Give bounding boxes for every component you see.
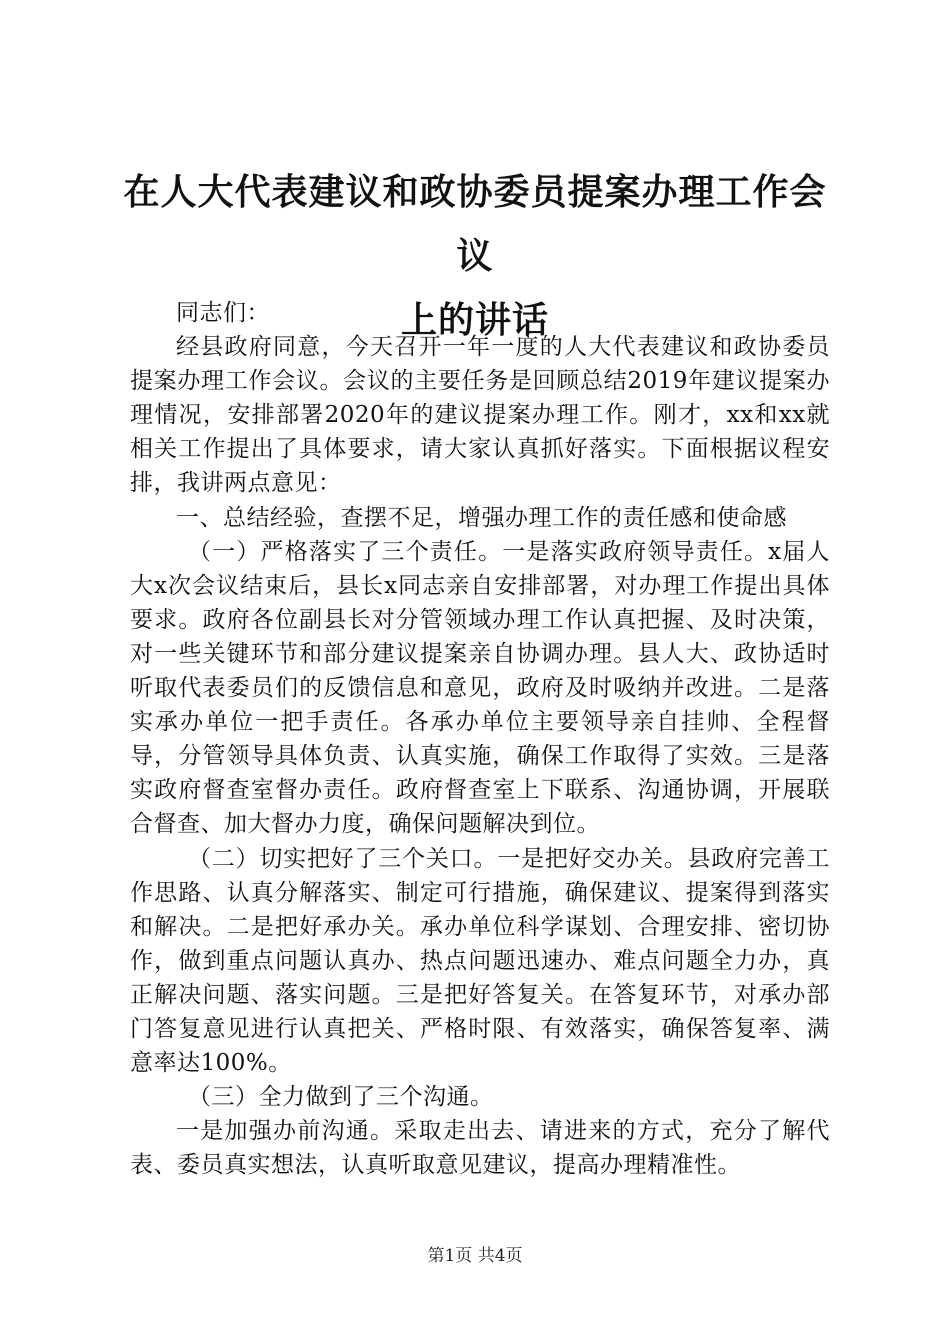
title-line-2: 上的讲话 [400,299,549,341]
subsection-1-paragraph: （一）严格落实了三个责任。一是落实政府领导责任。x届人大x次会议结束后，县长x同志亲自安排部署，对办理工作提出具体要求。政府各位副县长对分管领域办理工作认真把握、及时决策，对一些关键环节和部分建议提案亲自协调办理。县人大、政协适时听取代表委员们的反馈信息和意见，政府及时吸纳并改进。二是落实承办单位一把手责任。各承办单位主要领导亲自挂帅、全程督导，分管领导具体负责、认真实施，确保工作取得了实效。三是落实政府督查室督办责任。政府督查室上下联系、沟通协调，开展联合督查、加大督办力度，确保问题解决到位。 [130,538,830,838]
subsection-3-heading: （三）全力做到了三个沟通。 [188,1084,494,1111]
intro-paragraph: 经县政府同意，今天召开一年一度的人大代表建议和政协委员提案办理工作会议。会议的主要任务是回顾总结2019年建议提案办理情况，安排部署2020年的建议提案办理工作。刚才，xx和xx就相关工作提出了具体要求，请大家认真抓好落实。下面根据议程安排，我讲两点意见： [130,334,830,497]
title-line-1: 在人大代表建议和政协委员提案办理工作会议 [123,171,827,277]
document-body [130,296,830,1182]
section-heading-1: 一、总结经验，查摆不足，增强办理工作的责任感和使命感 [176,504,787,531]
communication-paragraph: 一是加强办前沟通。采取走出去、请进来的方式，充分了解代表、委员真实想法，认真听取意见建议，提高办理精准性。 [130,1118,830,1179]
greeting-paragraph: 同志们： [176,300,270,326]
subsection-2-paragraph: （二）切实把好了三个关口。一是把好交办关。县政府完善工作思路、认真分解落实、制定可行措施，确保建议、提案得到落实和解决。二是把好承办关。承办单位科学谋划、合理安排、密切协作，做到重点问题认真办、热点问题迅速办、难点问题全力办，真正解决问题、落实问题。三是把好答复关。在答复环节，对承办部门答复意见进行认真把关、严格时限、有效落实，确保答复率、满意率达100%。 [130,845,830,1077]
page-number-footer: 第1页 共4页 [427,1246,523,1266]
